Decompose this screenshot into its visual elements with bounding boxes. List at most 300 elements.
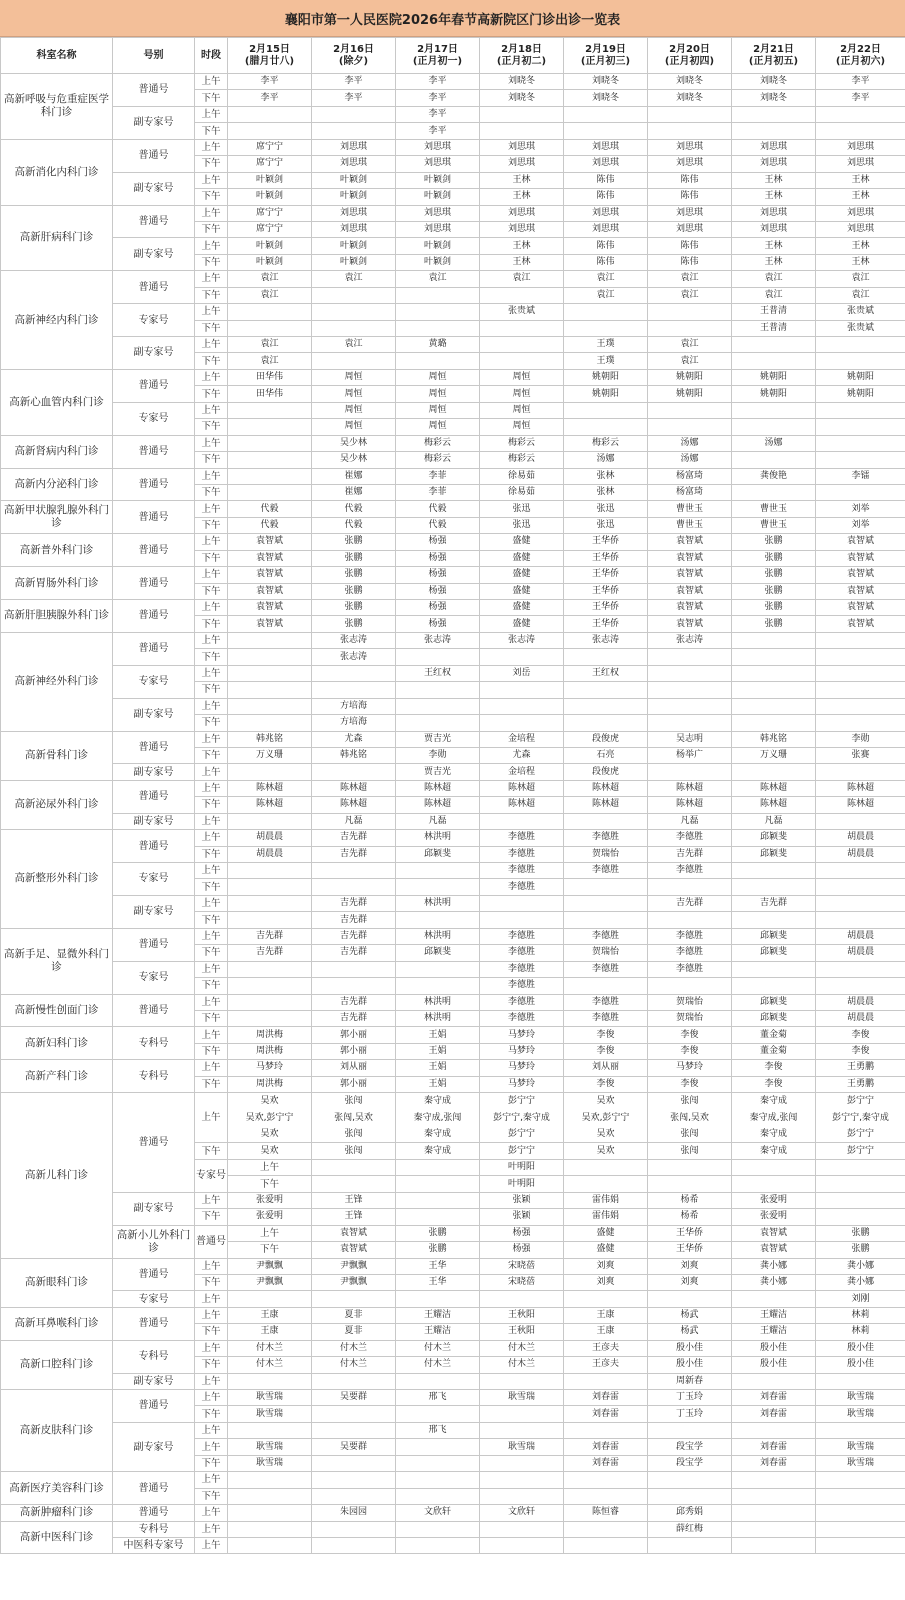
doctor-cell: 张鹏 [816, 1242, 905, 1258]
period-cell: 上午 [195, 1472, 228, 1488]
doctor-cell [816, 123, 905, 139]
doctor-cell: 袁江 [648, 353, 732, 369]
doctor-cell: 刘思琪 [312, 139, 396, 155]
doctor-cell [816, 1537, 905, 1553]
page-title: 襄阳市第一人民医院2026年春节高新院区门诊出诊一览表 [0, 0, 905, 37]
doctor-cell: 李平 [816, 90, 905, 106]
schedule-row [1, 1472, 905, 1488]
doctor-cell: 陈林超 [396, 780, 480, 796]
period-cell: 上午 [195, 764, 228, 780]
doctor-cell: 叶颖剑 [228, 172, 312, 188]
doctor-cell: 李德胜 [564, 830, 648, 846]
doctor-cell: 张鹏 [732, 567, 816, 583]
period-cell: 上午 [228, 1159, 312, 1175]
header-period: 时段 [195, 38, 228, 74]
doctor-cell: 李平 [396, 106, 480, 122]
schedule-row [1, 780, 905, 796]
doctor-cell: 刘思琪 [480, 221, 564, 237]
doctor-cell: 刘爽 [564, 1258, 648, 1274]
doctor-cell: 刘晓冬 [732, 74, 816, 90]
doctor-cell: 叶颖剑 [228, 189, 312, 205]
doctor-cell: 殷小佳 [648, 1357, 732, 1373]
period-cell: 下午 [195, 1406, 228, 1422]
doctor-cell [228, 468, 312, 484]
doctor-cell [564, 895, 648, 911]
doctor-cell: 王林 [732, 189, 816, 205]
doctor-cell: 周恒 [396, 386, 480, 402]
doctor-cell: 周恒 [312, 419, 396, 435]
doctor-cell: 吉先群 [312, 928, 396, 944]
doctor-cell [732, 912, 816, 928]
doctor-cell: 盛健 [480, 567, 564, 583]
doctor-cell: 王华侨 [648, 1225, 732, 1241]
doctor-cell: 龚小娜 [732, 1274, 816, 1290]
doctor-cell: 林洪明 [396, 895, 480, 911]
doctor-cell: 曹世玉 [732, 517, 816, 533]
clinic-type: 专科号 [113, 1027, 195, 1060]
doctor-name: 张闯 [344, 1096, 363, 1107]
doctor-cell: 夏非 [312, 1307, 396, 1323]
doctor-cell: 贺瑞怡 [564, 846, 648, 862]
doctor-cell: 张鹏 [312, 550, 396, 566]
doctor-cell: 王林 [732, 254, 816, 270]
doctor-cell: 李德胜 [480, 879, 564, 895]
doctor-cell [732, 106, 816, 122]
doctor-cell: 张林 [564, 468, 648, 484]
doctor-cell: 陈伟 [564, 254, 648, 270]
doctor-cell: 张颖 [480, 1209, 564, 1225]
doctor-cell: 林洪明 [396, 830, 480, 846]
doctor-cell [396, 1093, 480, 1143]
clinic-type: 副专家号 [113, 813, 195, 829]
period-cell: 上午 [195, 205, 228, 221]
doctor-cell: 刘思琪 [564, 205, 648, 221]
doctor-cell: 李德胜 [564, 994, 648, 1010]
dept-name: 高新皮肤科门诊 [1, 1390, 113, 1472]
doctor-cell [816, 649, 905, 665]
doctor-cell: 刘思琪 [564, 221, 648, 237]
doctor-cell: 梅彩云 [564, 435, 648, 451]
doctor-cell: 王红权 [396, 665, 480, 681]
doctor-cell [396, 1192, 480, 1208]
doctor-cell: 席宁宁 [228, 156, 312, 172]
doctor-cell: 刘从丽 [564, 1060, 648, 1076]
schedule-row [1, 1422, 905, 1438]
doctor-cell: 郭小丽 [312, 1076, 396, 1092]
doctor-cell [648, 1291, 732, 1307]
doctor-cell [732, 337, 816, 353]
doctor-cell [816, 665, 905, 681]
schedule-row [1, 895, 905, 911]
schedule-row [1, 238, 905, 254]
doctor-cell: 叶颖剑 [396, 172, 480, 188]
doctor-cell [228, 632, 312, 648]
period-cell: 上午 [195, 1505, 228, 1521]
doctor-cell: 王林 [816, 254, 905, 270]
doctor-cell: 刘思琪 [648, 139, 732, 155]
doctor-cell: 周恒 [312, 386, 396, 402]
doctor-cell: 张鹏 [312, 600, 396, 616]
doctor-cell [732, 452, 816, 468]
schedule-row [1, 830, 905, 846]
doctor-cell [228, 1093, 312, 1143]
doctor-cell: 吴少林 [312, 452, 396, 468]
doctor-cell: 胡晨晨 [816, 830, 905, 846]
doctor-cell [732, 1291, 816, 1307]
doctor-cell [312, 1455, 396, 1471]
doctor-cell: 金培程 [480, 731, 564, 747]
doctor-cell: 吉先群 [312, 945, 396, 961]
schedule-row [1, 600, 905, 616]
doctor-cell: 刘思琪 [816, 205, 905, 221]
doctor-cell: 袁智斌 [816, 616, 905, 632]
doctor-cell: 姚朝阳 [816, 369, 905, 385]
period-cell: 下午 [195, 123, 228, 139]
doctor-cell [228, 1422, 312, 1438]
clinic-type: 副专家号 [113, 895, 195, 928]
clinic-type: 副专家号 [113, 106, 195, 139]
doctor-cell: 李俊 [564, 1027, 648, 1043]
period-cell: 上午 [195, 1027, 228, 1043]
schedule-row [1, 1027, 905, 1043]
doctor-cell: 宋晓蓓 [480, 1258, 564, 1274]
doctor-cell [228, 715, 312, 731]
doctor-cell: 袁江 [564, 271, 648, 287]
doctor-cell: 袁智斌 [648, 616, 732, 632]
doctor-cell [312, 1093, 396, 1143]
period-cell: 下午 [228, 1242, 312, 1258]
doctor-cell: 杨强 [396, 550, 480, 566]
doctor-cell [312, 764, 396, 780]
doctor-cell: 吉先群 [312, 994, 396, 1010]
doctor-cell: 刘晓冬 [564, 74, 648, 90]
doctor-cell: 袁智斌 [228, 534, 312, 550]
doctor-cell [732, 863, 816, 879]
doctor-cell: 张鹏 [312, 567, 396, 583]
doctor-cell: 林洪明 [396, 928, 480, 944]
header-date [816, 38, 905, 74]
dept-name: 高新产科门诊 [1, 1060, 113, 1093]
doctor-cell: 李勋 [396, 747, 480, 763]
doctor-cell: 龚俊艳 [732, 468, 816, 484]
period-cell: 上午 [195, 74, 228, 90]
doctor-cell: 凡磊 [312, 813, 396, 829]
doctor-cell [228, 484, 312, 500]
doctor-cell: 袁智斌 [312, 1225, 396, 1241]
doctor-cell [396, 649, 480, 665]
schedule-row [1, 665, 905, 681]
doctor-cell [480, 337, 564, 353]
doctor-cell: 杨强 [480, 1242, 564, 1258]
period-cell: 下午 [195, 1076, 228, 1092]
doctor-name: 彭宁宁 [846, 1096, 874, 1107]
doctor-cell [312, 1159, 396, 1175]
doctor-cell: 付木兰 [396, 1357, 480, 1373]
doctor-cell: 邢飞 [396, 1390, 480, 1406]
doctor-name: 秦守成,张闯 [749, 1112, 798, 1123]
doctor-cell: 邱颖斐 [732, 994, 816, 1010]
period-cell: 下午 [195, 452, 228, 468]
doctor-cell: 张鹏 [732, 600, 816, 616]
doctor-cell: 王林 [816, 172, 905, 188]
clinic-type: 副专家号 [113, 1373, 195, 1389]
clinic-type: 普通号 [113, 731, 195, 764]
dept-name: 高新中医科门诊 [1, 1521, 113, 1554]
doctor-cell: 刘刚 [816, 1291, 905, 1307]
clinic-type: 副专家号 [113, 1192, 195, 1225]
doctor-cell [816, 863, 905, 879]
doctor-cell: 刘举 [816, 517, 905, 533]
doctor-cell: 刘爽 [648, 1258, 732, 1274]
period-cell: 下午 [195, 1209, 228, 1225]
doctor-cell: 杨强 [396, 534, 480, 550]
doctor-cell: 袁江 [816, 287, 905, 303]
doctor-cell: 胡晨晨 [228, 830, 312, 846]
schedule-row [1, 813, 905, 829]
doctor-cell [564, 1176, 648, 1192]
clinic-type: 普通号 [113, 632, 195, 665]
doctor-cell: 周恒 [312, 369, 396, 385]
doctor-cell: 周新春 [648, 1373, 732, 1389]
doctor-cell [648, 1093, 732, 1143]
doctor-cell: 陈伟 [648, 172, 732, 188]
doctor-cell: 李德胜 [480, 945, 564, 961]
dept-name: 高新心血管内科门诊 [1, 369, 113, 435]
doctor-cell: 王康 [228, 1324, 312, 1340]
schedule-row [1, 139, 905, 155]
period-cell: 上午 [195, 402, 228, 418]
doctor-cell [228, 1505, 312, 1521]
doctor-cell: 刘爽 [648, 1274, 732, 1290]
doctor-cell [312, 353, 396, 369]
period-cell: 上午 [195, 1258, 228, 1274]
doctor-cell [564, 320, 648, 336]
doctor-cell: 张鹏 [732, 550, 816, 566]
clinic-type: 副专家号 [113, 1422, 195, 1471]
doctor-cell: 丁玉玲 [648, 1390, 732, 1406]
schedule-row [1, 402, 905, 418]
doctor-cell: 周洪梅 [228, 1027, 312, 1043]
doctor-cell [732, 698, 816, 714]
doctor-cell [480, 715, 564, 731]
doctor-cell: 陈林超 [732, 797, 816, 813]
doctor-name: 张闯 [344, 1129, 363, 1139]
doctor-cell [396, 698, 480, 714]
doctor-cell: 韩兆铭 [732, 731, 816, 747]
doctor-cell: 叶颖剑 [396, 254, 480, 270]
clinic-type: 普通号 [113, 534, 195, 567]
clinic-type: 普通号 [113, 994, 195, 1027]
doctor-cell [396, 715, 480, 731]
dept-name: 高新小儿外科门诊 [113, 1225, 195, 1258]
period-cell: 上午 [195, 106, 228, 122]
doctor-cell [816, 106, 905, 122]
doctor-cell: 张志涛 [396, 632, 480, 648]
doctor-cell: 陈恒睿 [564, 1505, 648, 1521]
doctor-cell: 周洪梅 [228, 1076, 312, 1092]
period-cell: 下午 [195, 90, 228, 106]
dept-name: 高新耳鼻喉科门诊 [1, 1307, 113, 1340]
lunar-label: (正月初五) [748, 55, 799, 67]
doctor-cell: 袁智斌 [228, 616, 312, 632]
doctor-cell: 张鹏 [816, 1225, 905, 1241]
doctor-cell: 龚小娜 [816, 1274, 905, 1290]
doctor-cell [648, 698, 732, 714]
doctor-cell [816, 1472, 905, 1488]
doctor-cell [228, 863, 312, 879]
doctor-cell: 周恒 [480, 402, 564, 418]
doctor-cell [396, 1521, 480, 1537]
doctor-cell: 刘春雷 [732, 1439, 816, 1455]
doctor-cell: 袁江 [396, 271, 480, 287]
clinic-type: 普通号 [113, 1505, 195, 1521]
clinic-type: 普通号 [113, 139, 195, 172]
period-cell: 上午 [195, 172, 228, 188]
doctor-cell: 陈林超 [312, 797, 396, 813]
period-cell: 下午 [195, 484, 228, 500]
doctor-cell: 李德胜 [480, 830, 564, 846]
doctor-cell [396, 682, 480, 698]
doctor-cell: 张鹏 [732, 616, 816, 632]
period-cell: 上午 [195, 534, 228, 550]
doctor-cell: 王林 [480, 238, 564, 254]
doctor-cell: 耿雪瑞 [816, 1455, 905, 1471]
clinic-type: 专科号 [113, 1521, 195, 1537]
doctor-cell: 王康 [228, 1307, 312, 1323]
doctor-cell [396, 287, 480, 303]
period-cell: 上午 [195, 780, 228, 796]
period-cell: 下午 [195, 747, 228, 763]
doctor-cell: 张志涛 [564, 632, 648, 648]
doctor-cell [228, 402, 312, 418]
period-cell: 上午 [195, 468, 228, 484]
doctor-cell [732, 1505, 816, 1521]
doctor-cell: 李菲 [396, 468, 480, 484]
doctor-cell: 王璞 [564, 337, 648, 353]
dept-name: 高新肝病科门诊 [1, 205, 113, 271]
doctor-cell [228, 665, 312, 681]
doctor-cell: 刘晓冬 [732, 90, 816, 106]
doctor-cell: 刘从丽 [312, 1060, 396, 1076]
schedule-row [1, 1537, 905, 1553]
doctor-cell: 袁智斌 [732, 1225, 816, 1241]
doctor-cell: 叶明阳 [480, 1176, 564, 1192]
doctor-cell: 王康 [564, 1307, 648, 1323]
doctor-cell: 刘爽 [564, 1274, 648, 1290]
doctor-cell: 李俊 [648, 1043, 732, 1059]
doctor-cell: 张闯 [312, 1143, 396, 1159]
doctor-cell: 邱颖斐 [732, 830, 816, 846]
period-cell: 上午 [195, 600, 228, 616]
period-cell: 下午 [195, 1324, 228, 1340]
doctor-cell: 杨强 [396, 616, 480, 632]
doctor-cell [648, 978, 732, 994]
doctor-cell [564, 978, 648, 994]
doctor-cell: 李德胜 [480, 846, 564, 862]
doctor-cell: 王华侨 [564, 616, 648, 632]
doctor-cell: 黄璐 [396, 337, 480, 353]
doctor-cell [312, 1537, 396, 1553]
doctor-cell: 张爱明 [228, 1192, 312, 1208]
doctor-cell: 邱颖斐 [732, 928, 816, 944]
doctor-cell: 刘春雷 [564, 1455, 648, 1471]
doctor-cell [228, 961, 312, 977]
period-cell: 下午 [195, 879, 228, 895]
clinic-type: 普通号 [113, 369, 195, 402]
doctor-cell [564, 715, 648, 731]
period-cell: 下午 [195, 583, 228, 599]
doctor-cell [648, 320, 732, 336]
doctor-cell: 秦守成 [396, 1143, 480, 1159]
schedule-row [1, 567, 905, 583]
doctor-cell: 李德胜 [648, 863, 732, 879]
doctor-cell: 王锋 [312, 1192, 396, 1208]
doctor-cell: 代毅 [396, 517, 480, 533]
doctor-cell: 陈林超 [648, 797, 732, 813]
doctor-cell: 李平 [228, 74, 312, 90]
doctor-cell: 陈伟 [648, 254, 732, 270]
period-cell: 下午 [195, 797, 228, 813]
doctor-cell: 陈伟 [648, 238, 732, 254]
period-cell: 下午 [195, 287, 228, 303]
doctor-cell: 曹世玉 [732, 501, 816, 517]
doctor-cell: 陈林超 [732, 780, 816, 796]
doctor-cell [648, 1488, 732, 1504]
doctor-cell [648, 682, 732, 698]
doctor-cell: 叶颖剑 [396, 238, 480, 254]
doctor-cell: 袁江 [228, 287, 312, 303]
doctor-cell [228, 912, 312, 928]
doctor-cell [228, 895, 312, 911]
schedule-row [1, 106, 905, 122]
period-cell: 下午 [195, 419, 228, 435]
schedule-row [1, 271, 905, 287]
header-date [228, 38, 312, 74]
dept-name: 高新儿科门诊 [1, 1093, 113, 1258]
doctor-cell [732, 402, 816, 418]
doctor-cell [816, 764, 905, 780]
schedule-row [1, 1291, 905, 1307]
schedule-row [1, 1373, 905, 1389]
schedule-body [1, 74, 905, 1554]
doctor-cell: 姚朝阳 [564, 386, 648, 402]
dept-name: 高新肿瘤科门诊 [1, 1505, 113, 1521]
schedule-row [1, 731, 905, 747]
schedule-row [1, 205, 905, 221]
doctor-cell [228, 1373, 312, 1389]
doctor-cell: 胡晨晨 [816, 994, 905, 1010]
doctor-cell: 李俊 [816, 1027, 905, 1043]
doctor-cell: 张志涛 [312, 649, 396, 665]
doctor-cell [480, 682, 564, 698]
clinic-type: 普通号 [113, 567, 195, 600]
doctor-cell: 周恒 [396, 369, 480, 385]
doctor-cell [312, 1488, 396, 1504]
doctor-cell: 陈林超 [816, 780, 905, 796]
doctor-cell [396, 304, 480, 320]
date-label: 2月20日 [669, 43, 710, 55]
doctor-cell: 刘春雷 [732, 1390, 816, 1406]
doctor-cell: 刘春雷 [564, 1439, 648, 1455]
doctor-cell: 邢飞 [396, 1422, 480, 1438]
doctor-cell [396, 1472, 480, 1488]
doctor-cell: 周洪梅 [228, 1043, 312, 1059]
doctor-cell [228, 304, 312, 320]
doctor-cell: 段宝学 [648, 1455, 732, 1471]
doctor-cell [564, 698, 648, 714]
date-label: 2月22日 [840, 43, 881, 55]
doctor-cell [816, 1422, 905, 1438]
